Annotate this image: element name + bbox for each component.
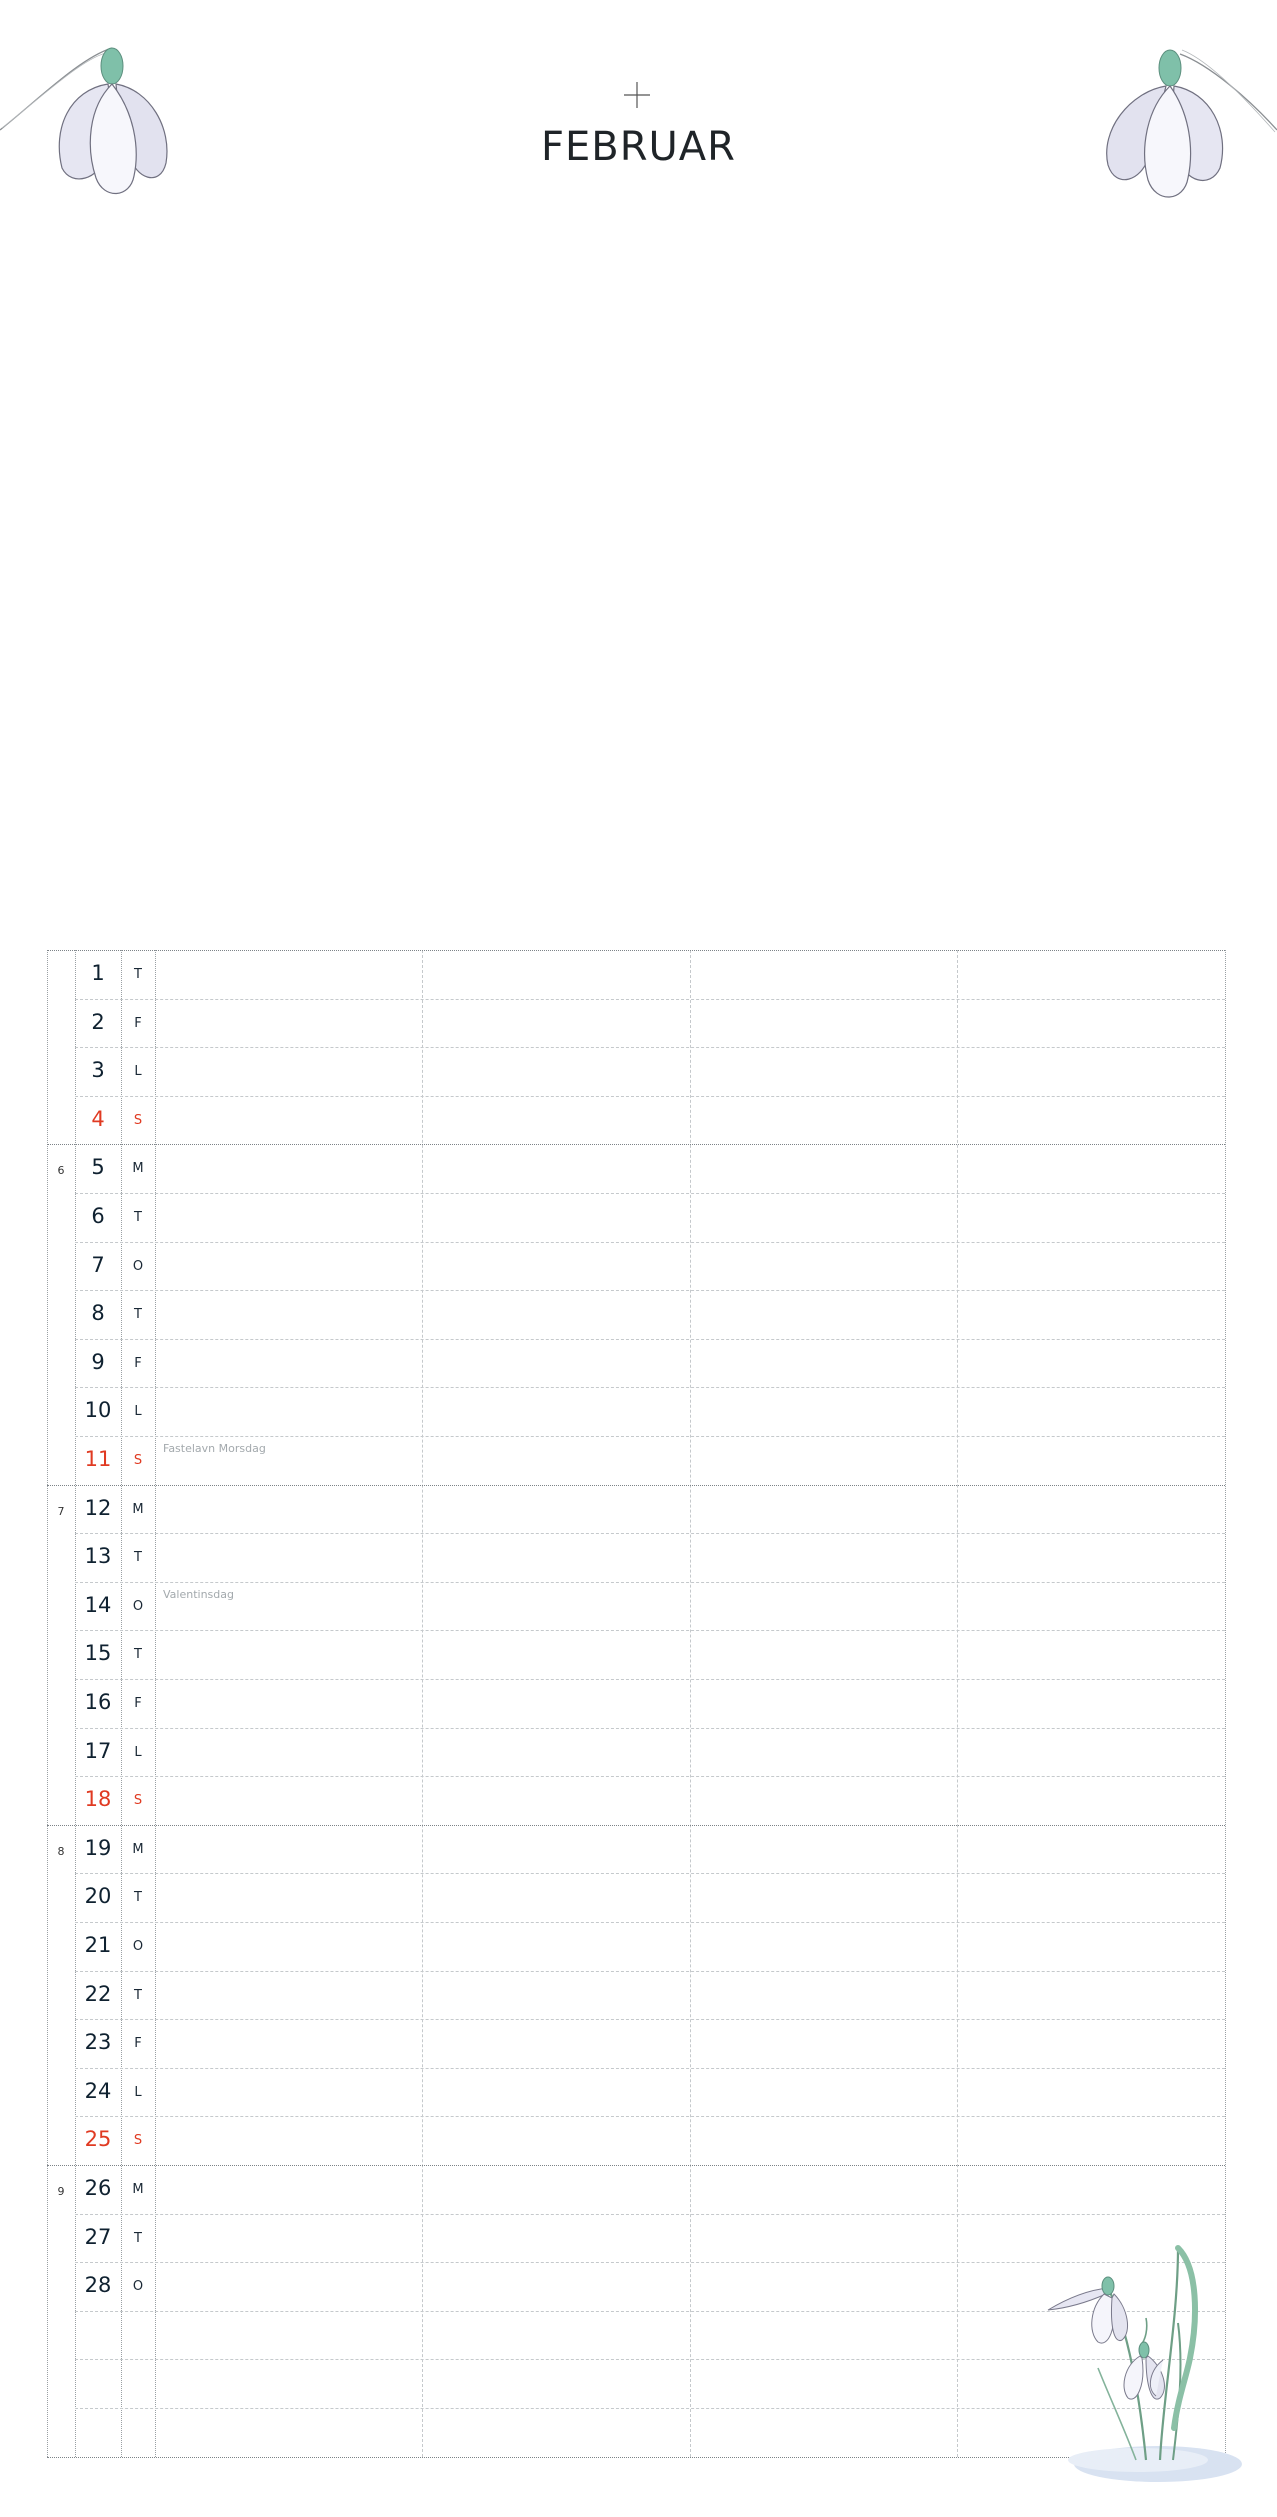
weekday-letter: F <box>134 1015 142 1031</box>
day-row[interactable] <box>47 1339 1225 1388</box>
day-number: 4 <box>91 1106 105 1131</box>
day-row[interactable] <box>47 1922 1225 1971</box>
day-row[interactable] <box>47 1582 1225 1631</box>
day-number: 24 <box>84 2078 112 2103</box>
day-number: 22 <box>84 1981 112 2006</box>
day-number: 27 <box>84 2224 112 2249</box>
day-number: 19 <box>84 1835 112 1860</box>
day-number: 11 <box>84 1447 112 1471</box>
day-row[interactable] <box>47 2068 1225 2117</box>
day-number: 12 <box>84 1495 112 1520</box>
day-row[interactable] <box>47 2019 1225 2068</box>
weekday-letter: L <box>134 1064 142 1080</box>
page-title: FEBRUAR <box>541 124 736 170</box>
day-row[interactable] <box>47 1485 1225 1534</box>
day-number: 1 <box>91 961 105 985</box>
day-number: 20 <box>84 1884 112 1909</box>
day-row[interactable] <box>47 1193 1225 1242</box>
weekday-letter: M <box>132 1841 144 1857</box>
day-number: 6 <box>91 1204 105 1228</box>
weekday-letter: T <box>134 1550 142 1566</box>
day-number: 17 <box>84 1738 112 1763</box>
day-row[interactable] <box>47 1776 1225 1825</box>
weekday-letter: M <box>132 1501 144 1517</box>
day-number: 7 <box>91 1252 105 1277</box>
weekday-letter: F <box>134 2036 142 2052</box>
weekday-letter: T <box>134 967 142 982</box>
weekday-letter: S <box>133 1793 143 1809</box>
day-row[interactable] <box>47 1679 1225 1728</box>
day-row[interactable] <box>47 999 1225 1048</box>
weekday-letter: O <box>132 1598 144 1614</box>
day-row[interactable] <box>47 1144 1225 1193</box>
day-number: 15 <box>84 1641 112 1666</box>
day-row[interactable] <box>47 1873 1225 1922</box>
snowdrop-flower-icon <box>1080 30 1277 210</box>
weekday-letter: S <box>133 2133 143 2149</box>
day-number: 26 <box>84 2176 112 2200</box>
day-number: 21 <box>84 1933 112 1957</box>
weekday-letter: F <box>134 1696 142 1711</box>
weekday-letter: F <box>134 1355 142 1371</box>
day-number: 28 <box>84 2273 112 2298</box>
day-number: 13 <box>84 1544 112 1569</box>
day-row[interactable] <box>47 1825 1225 1874</box>
plus-icon <box>624 82 650 108</box>
day-row[interactable] <box>47 1533 1225 1582</box>
day-row[interactable] <box>47 1728 1225 1777</box>
weekday-letter: T <box>134 1210 142 1225</box>
day-row[interactable] <box>47 1436 1225 1485</box>
weekday-letter: T <box>134 2230 142 2246</box>
day-number: 23 <box>84 2030 112 2055</box>
day-number: 18 <box>84 1787 112 1812</box>
snowdrop-flower-icon <box>0 28 200 208</box>
weekday-letter: T <box>134 1987 142 2003</box>
day-row[interactable] <box>47 1290 1225 1339</box>
weekday-letter: S <box>133 1453 143 1468</box>
day-number: 16 <box>84 1690 112 1714</box>
day-number: 9 <box>91 1349 105 1374</box>
day-row[interactable] <box>47 1096 1225 1145</box>
weekday-letter: O <box>132 1939 144 1954</box>
weekday-letter: T <box>134 1890 142 1906</box>
day-row[interactable] <box>47 950 1225 999</box>
day-number: 5 <box>91 1155 105 1180</box>
day-row[interactable] <box>47 2116 1225 2165</box>
day-number: 2 <box>91 1009 105 1034</box>
day-row[interactable] <box>47 2165 1225 2214</box>
weekday-letter: S <box>133 1112 143 1128</box>
day-row[interactable] <box>47 1630 1225 1679</box>
weekday-letter: M <box>132 2182 144 2197</box>
day-number: 3 <box>91 1058 105 1083</box>
week-number: 8 <box>57 1844 65 1858</box>
week-number: 6 <box>57 1164 65 1178</box>
weekday-letter: L <box>134 2084 142 2100</box>
day-row[interactable] <box>47 1387 1225 1436</box>
day-number: 14 <box>84 1592 112 1617</box>
day-number: 10 <box>84 1398 112 1423</box>
weekday-letter: M <box>132 1161 144 1177</box>
week-number: 7 <box>57 1504 65 1518</box>
weekday-letter: O <box>132 1258 144 1274</box>
week-number: 9 <box>57 2185 65 2198</box>
weekday-letter: L <box>134 1744 142 1760</box>
holiday-note: Valentinsdag <box>163 1587 234 1601</box>
weekday-letter: L <box>134 1404 142 1420</box>
day-row[interactable] <box>47 1242 1225 1291</box>
weekday-letter: T <box>134 1307 142 1323</box>
weekday-letter: T <box>134 1647 142 1663</box>
holiday-note: Fastelavn Morsdag <box>163 1442 266 1455</box>
day-number: 8 <box>91 1301 105 1326</box>
day-row[interactable] <box>47 1971 1225 2020</box>
snowdrop-cluster-icon <box>1028 2228 1248 2490</box>
day-number: 25 <box>84 2127 112 2152</box>
day-row[interactable] <box>47 1047 1225 1096</box>
weekday-letter: O <box>132 2279 144 2295</box>
